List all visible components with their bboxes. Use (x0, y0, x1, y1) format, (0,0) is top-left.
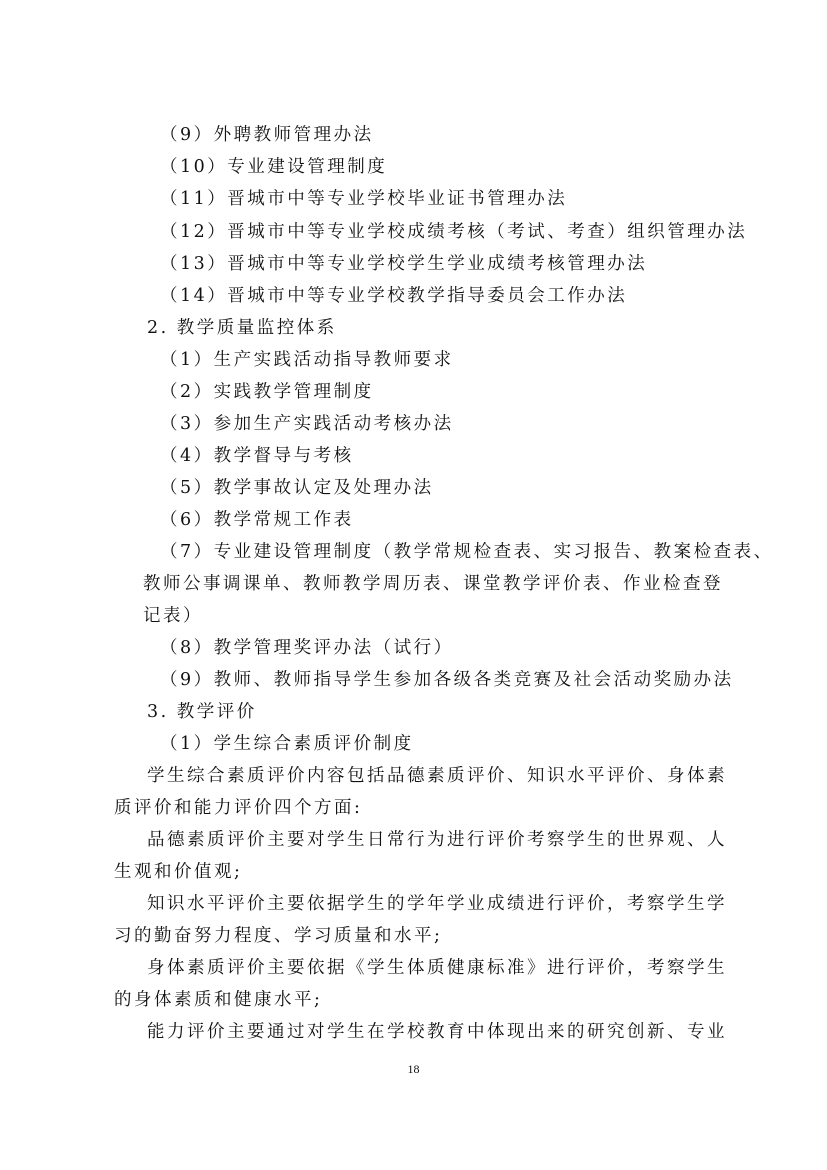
list-item: （12）晋城市中等专业学校成绩考核（考试、考查）组织管理办法 (160, 222, 748, 242)
paragraph-line: 身体素质评价主要依据《学生体质健康标准》进行评价，考察学生 (147, 958, 727, 978)
paragraph-line: 质评价和能力评价四个方面: (114, 798, 363, 818)
list-item-continuation: 记表） (143, 606, 203, 626)
list-item-continuation: 教师公事调课单、教师教学周历表、课堂教学评价表、作业检查登 (143, 574, 723, 594)
list-item: （10）专业建设管理制度 (160, 157, 388, 177)
list-item: （11）晋城市中等专业学校毕业证书管理办法 (160, 189, 568, 209)
list-item: （7）专业建设管理制度（教学常规检查表、实习报告、教案检查表、 (160, 542, 774, 562)
list-item: （6）教学常规工作表 (160, 510, 354, 530)
list-item: （1）生产实践活动指导教师要求 (160, 350, 454, 370)
page-number: 18 (407, 1062, 420, 1076)
list-item: （1）学生综合素质评价制度 (160, 734, 414, 754)
paragraph-line: 习的勤奋努力程度、学习质量和水平; (114, 926, 443, 946)
list-item: （3）参加生产实践活动考核办法 (160, 414, 454, 434)
paragraph-line: 学生综合素质评价内容包括品德素质评价、知识水平评价、身体素 (147, 766, 727, 786)
paragraph-line: 的身体素质和健康水平; (114, 990, 323, 1010)
paragraph-line: 生观和价值观; (114, 862, 243, 882)
list-item: （2）实践教学管理制度 (160, 382, 374, 402)
list-item: （14）晋城市中等专业学校教学指导委员会工作办法 (160, 286, 628, 306)
list-item: （9）外聘教师管理办法 (160, 125, 374, 145)
section-heading: 2. 教学质量监控体系 (147, 318, 337, 338)
paragraph-line: 能力评价主要通过对学生在学校教育中体现出来的研究创新、专业 (147, 1022, 727, 1042)
list-item: （8）教学管理奖评办法（试行） (160, 638, 454, 658)
list-item: （4）教学督导与考核 (160, 446, 354, 466)
list-item: （5）教学事故认定及处理办法 (160, 478, 434, 498)
paragraph-line: 品德素质评价主要对学生日常行为进行评价考察学生的世界观、人 (147, 830, 727, 850)
list-item: （13）晋城市中等专业学校学生学业成绩考核管理办法 (160, 254, 648, 274)
list-item: （9）教师、教师指导学生参加各级各类竞赛及社会活动奖励办法 (160, 670, 734, 690)
section-heading: 3. 教学评价 (147, 702, 257, 722)
paragraph-line: 知识水平评价主要依据学生的学年学业成绩进行评价，考察学生学 (147, 894, 727, 914)
